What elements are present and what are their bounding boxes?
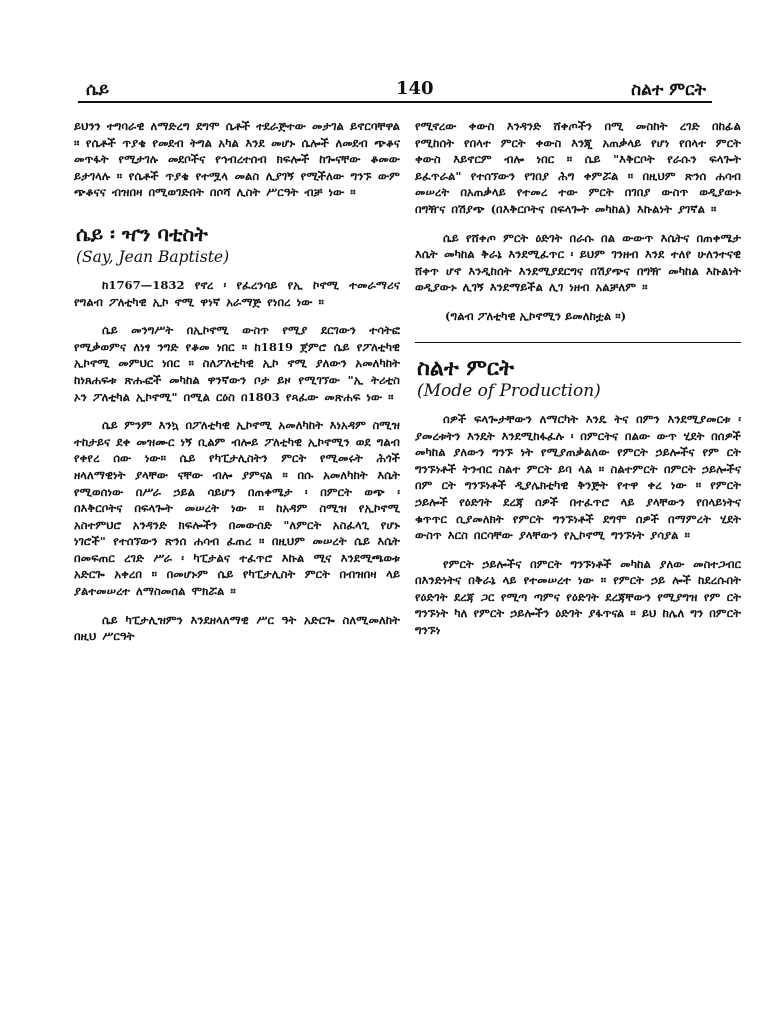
paragraph: ሴይ ምንም እንኳ በፖለቲካዊ ኢኮኖሚ አመለካከት እነአዳም ስሚዝ ተከታይና ደቀ መዝሙር ነኝ ቢልም ብሎይ ፖለቲካዊ ኢኮኖሚን ወደ ግልብ የቀየረ ሰው ነው። ሴይ የካፒታሊስትን ምርት የሚመሩት ሕጎች ዘላለማዊነት ያላቸው ናቸው ብሎ ያምናል ። በሱ አመለካከት እሴት የሚወሰነው በሥራ ኃይል ሳይሆን በጠቀሜታ ፡ በምርት ወጭ ፡ በእቅርቦትና በፍላጐት መሠረት ነው ። ከአዳም ስሚዝ የኢኮኖሚ አስተምህሮ አንዳንድ ክፍሎችን በመውሰድ "ለምርት አስፈላጊ የሆኑ ነገሮች" የተሰኘውን ጽንሰ ሐሳብ ፈጠረ ። በዚህም መሠረት ሴይ እሴት በመፍጠር ረገድ ሥራ ፡ ካፒታልና ተፈጥሮ እኩል ሚና እንደሚጫወቱ አድርጐ አቀረበ ። በመሆኑም ሴይ የካፒታሊስት ምርት በብዝበዛ ላይ ያልተመሠረተ ለማስመሰል ሞክሯል ። (74, 418, 400, 599)
paragraph: ሴይ መንግሥት በኢኮኖሚ ውስጥ የሚያ ደርገውን ተሳትፎ የሚቃወምና ለነፃ ንግድ የቆመ ነበር ። ከ1819 ጀምሮ ሴይ የፖለቲካዊ ኢኮኖሚ መምህር ነበር ። ስለፖለቲካዊ ኢኮ ኖሚ ያለውን አመለካከት ከነጸሐፍቱ ጽሑፎች መካከል ዋንኛውን ቦታ ይዞ የሚገኘው "ኢ ትሪቲስ ኦን ፖለቲካል ኢኮኖሚ" በሚል ርዕስ በ1803 የጻፈው መጽሐፍ ነው ። (74, 323, 400, 404)
running-header (78, 74, 710, 102)
section-title-mode-of-production: ስልተ ምርት (417, 354, 514, 381)
page-number: 140 (396, 78, 434, 99)
left-column (74, 118, 400, 657)
paragraph: የምርት ኃይሎችና በምርት ግንኙነቶች መካከል ያለው መስተጋብር በእንድነትና በቅራኔ ላይ የተመሠረተ ነው ። የምርት ኃይ ሎች ከደረሱበት የዕድገት ደረጃ ጋር የሚጣ ጣምና የዕድገት ደረጃቸውን የሚያግዝ የም ርት ግንኙነት ካለ የምርት ኃይሎችን ዕድገት ያፋጥናል ። ይህ ከሌለ ግን በምርት ግንኙነ (415, 556, 741, 638)
paragraph: ሰዎች ፍላጐታቸውን ለማርካት እንዴ ትና በምን እንደሚያመርቱ ፡ ያመረቱትን እንዴት እንደሚከፋፈሉ ፡ በምርትና በልው ውጥ ሂደት በሰዎች መካከል ያለውን ግንኙ ነት የሚያጠቃልለው የምርት ኃይሎችና የም ርት ግንኙነቶች ትንብር ስልተ ምርት ይባ ላል ። ስልተምርት በምርት ኃይሎችና በም ርት ግንኙነቶች ዲያሌክቲካዊ ቅንጅት የተዋ ቀረ ነው ። የምርት ኃይሎች የዕድገት ደረጃ ሰዎች በተፈጥሮ ላይ ያላቸውን የበላይነትና ቁጥጥር ሲያመለክት የምርት ግንኙነቶች ደግሞ ሰዎች በማምረት ሂደት ውስጥ እርስ በርሳቸው ያላቸውን የኢኮኖሚ ግንኙነት ያሳያል ። (415, 411, 741, 543)
paragraph: ሴይ ካፒታሊዝምን እንደዘላለማዊ ሥር ዓት አድርጐ ስለሚመለከት በዚህ ሥርዓት (74, 612, 400, 644)
paragraph: ይህንን ተግባራዊ ለማድረግ ደግሞ ሴቶች ተደራጅተው መታገል ይኖርባቸዋል ። የሴቶች ጥያቄ የመደብ ትግል አካል እንደ መሆኑ ሴሎች ለመደብ ጭቆና መጥፋት የሚታገሉ መደቦችና የኅብረተሰብ ክፍሎች ከጐናቸው ቆመው ይታገላሉ ። የሴቶች ጥያቄ የተሟላ መልስ ሊያገኝ የሚችለው ግንኙ ውም ጭቆናና ብዝበዛ በሚወገድበት በሶሻ ሊስት ሥርዓት ብቻ ነው ። (74, 119, 400, 200)
section-title-say: ሴይ ፡ ዣን ባቲስት (76, 221, 208, 246)
paragraph: ሴይ የሸቀጦ ምርት ዕድገት በራሱ በል ውውጥ እሴትና በጠቀሜታ እሴት መካከል ቅራኔ እንደሚፈጥር ፡ ይህም ገንዘብ እንደ ተለየ ሁለንተናዊ ሸቀጥ ሆኖ እንዲከሰት እንደሚያደርግና በሽያጭና በግዥ መካከል እኩልነት ወዲያውኑ ሊገኝ እንደማይችል ሊገ ነዘብ አልቻለም ። (415, 230, 741, 295)
cross-reference-note: (ግልብ ፖለቲካዊ ኢኮኖሚን ይመለከቷል ።) (445, 308, 627, 323)
paragraph: የሚኖረው ቀውስ እንዳንድ ሸቀጦችን በሚ መስከት ረገድ በከፊል የሚከሰት የበላተ ምርት ቀውስ እንጂ አጠቃላይ የሆነ የበላተ ምርት ቀውስ እይኖርም ብሎ ነበር ። ሴይ "እቅርቦት የራሱን ፍላጐት ይፈጥራል" የተሰኘውን የገበያ ሕግ ቀምሯል ። በዚህም ጽንሰ ሐሳብ መሠረት በአጠቃላይ የተመረ ተው ምርት በገበያ ውስጥ ወዲያውኑ በግዥና በሽያጭ (በእቅርቦትና በፍላጐት መካከል) እኩልነት ያገኛል ። (415, 119, 741, 216)
right-column (415, 118, 741, 651)
header-right-title: ስልተ ምርት (631, 80, 706, 100)
paragraph: ከ1767—1832 የኖረ ፡ የፈረንሳይ የኢ ኮኖሚ ተመራማሪና የግልብ ፖለቲካዊ ኢኮ ኖሚ ዋነኛ አራማጅ የነበረ ነው ። (74, 277, 400, 309)
section-divider (415, 342, 741, 343)
header-left-title: ሴይ (86, 80, 110, 100)
header-rule (78, 101, 712, 103)
section-subtitle-mode-of-production: (Mode of Production) (417, 380, 601, 401)
section-subtitle-say: (Say, Jean Baptiste) (76, 247, 230, 266)
